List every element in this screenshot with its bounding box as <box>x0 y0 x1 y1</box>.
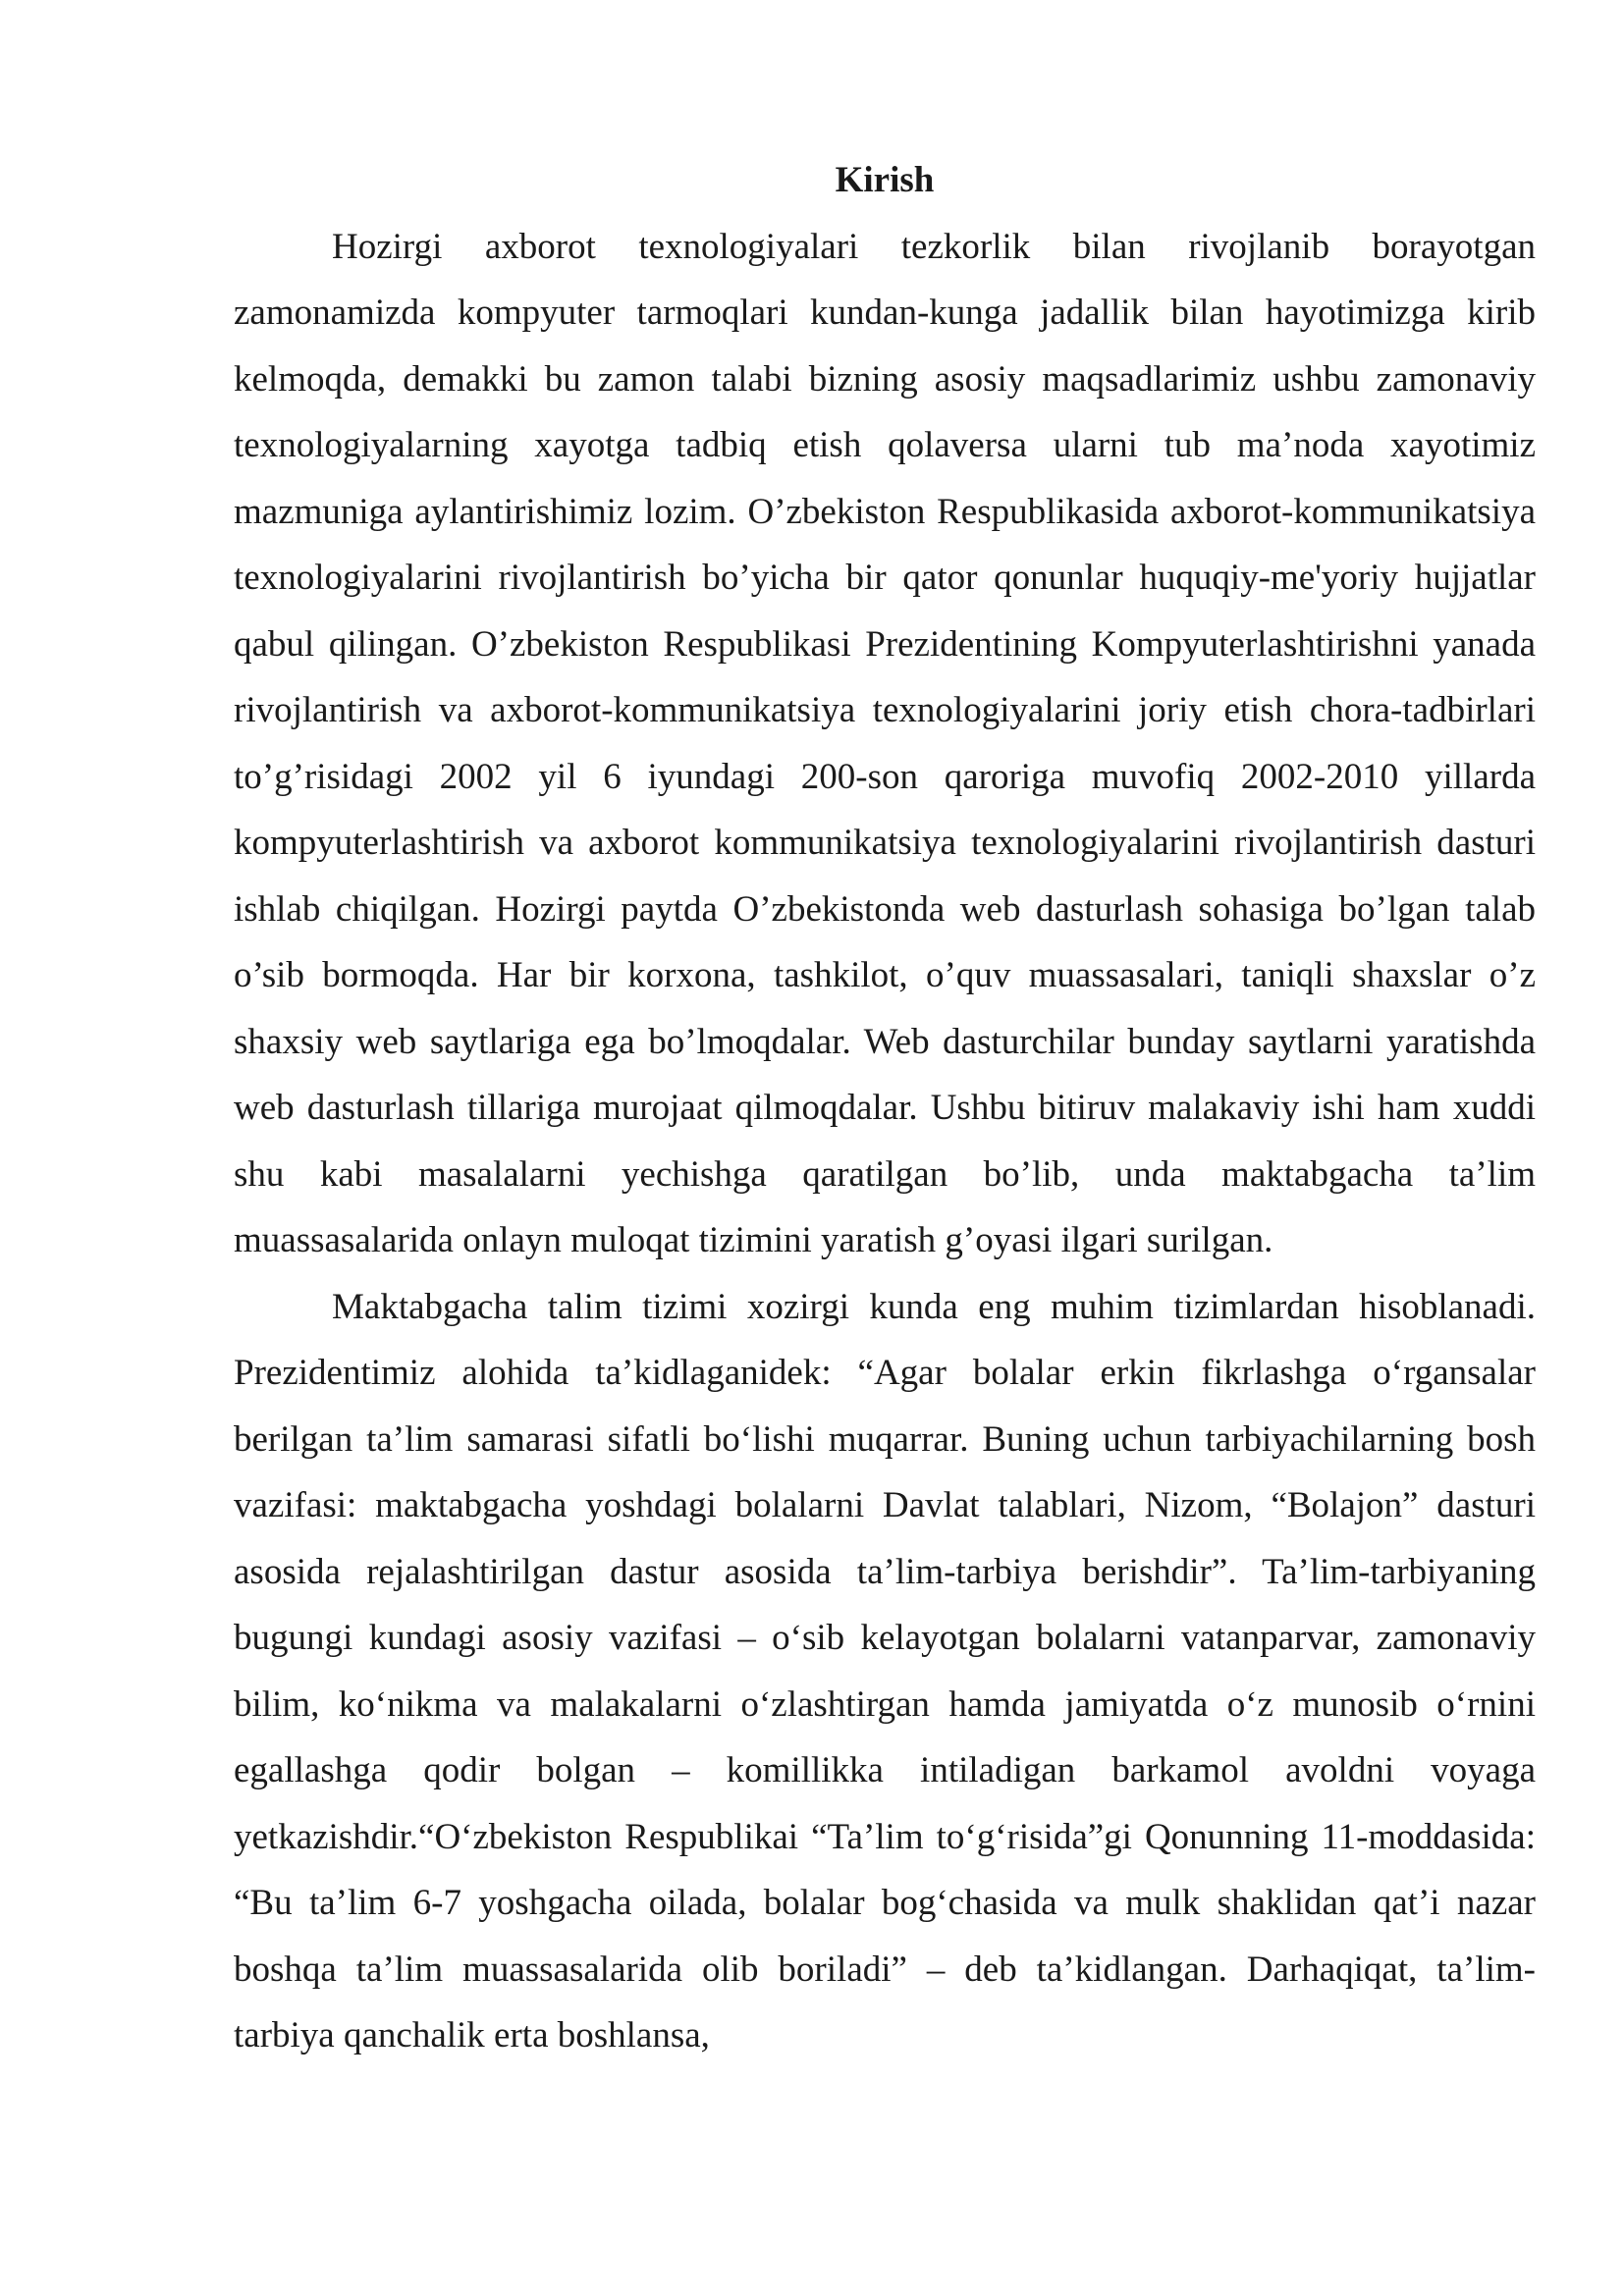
paragraph-intro: Hozirgi axborot texnologiyalari tezkorlik bilan rivojlanib borayotgan zamonamizda kompyuter tarmoqlari kundan-kunga jadallik bilan hayotimizga kirib kelmoqda, demakki bu zamon talabi bizning asosiy maqsadlarimiz ushbu zamonaviy texnologiyalarning xayotga tadbiq etish qolaversa ularni tub ma’noda xayotimiz mazmuniga aylantirishimiz lozim. O’zbekiston Respublikasida axborot-kommunikatsiya texnologiyalarini rivojlantirish bo’yicha bir qator qonunlar huquqiy-me'yoriy hujjatlar qabul qilingan. O’zbekiston Respublikasi Prezidentining Kompyuterlashtirishni yanada rivojlantirish va axborot-kommunikatsiya texnologiyalarini joriy etish chora-tadbirlari to’g’risidagi 2002 yil 6 iyundagi 200-son qaroriga muvofiq 2002-2010 yillarda kompyuterlashtirish va axborot kommunikatsiya texnologiyalarini rivojlantirish dasturi ishlab chiqilgan. Hozirgi paytda O’zbekistonda web dasturlash sohasiga bo’lgan talab o’sib bormoqda. Har bir korxona, tashkilot, o’quv muassasalari, taniqli shaxslar o’z shaxsiy web saytlariga ega bo’lmoqdalar. Web dasturchilar bunday saytlarni yaratishda web dasturlash tillariga murojaat qilmoqdalar. Ushbu bitiruv malakaviy ishi ham xuddi shu kabi masalalarni yechishga qaratilgan bo’lib, unda maktabgacha ta’lim muassasalarida onlayn muloqat tizimini yaratish g’oyasi ilgari surilgan. <box>234 226 1536 1260</box>
page-title: Kirish <box>835 160 935 200</box>
document-body <box>234 147 1536 2069</box>
paragraph-preschool-education: Maktabgacha talim tizimi xozirgi kunda eng muhim tizimlardan hisoblanadi. Prezidentimiz alohida ta’kidlaganidek: “Agar bolalar erkin fikrlashga o‘rgansalar berilgan ta’lim samarasi sifatli bo‘lishi muqarrar. Buning uchun tarbiyachilarning bosh vazifasi: maktabgacha yoshdagi bolalarni Davlat talablari, Nizom, “Bolajon” dasturi asosida rejalashtirilgan dastur asosida ta’lim-tarbiya berishdir”. Ta’lim-tarbiyaning bugungi kundagi asosiy vazifasi – o‘sib kelayotgan bolalarni vatanparvar, zamonaviy bilim, ko‘nikma va malakalarni o‘zlashtirgan hamda jamiyatda o‘z munosib o‘rnini egallashga qodir bolgan – komillikka intiladigan barkamol avoldni voyaga yetkazishdir.“O‘zbekiston Respublikai “Ta’lim to‘g‘risida”gi Qonunning 11-moddasida: “Bu ta’lim 6-7 yoshgacha oilada, bolalar bog‘chasida va mulk shaklidan qat’i nazar boshqa ta’lim muassasalarida olib boriladi” – deb ta’kidlangan. Darhaqiqat, ta’lim-tarbiya qanchalik erta boshlansa, <box>234 1286 1536 2056</box>
